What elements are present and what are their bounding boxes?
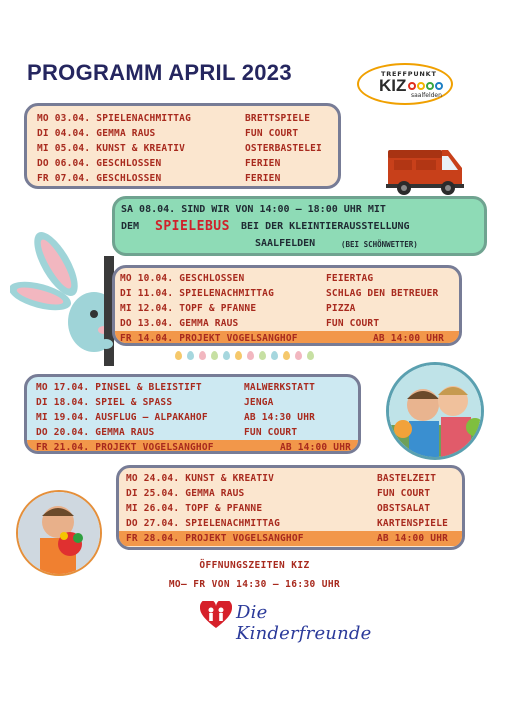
row-activity: GEMMA RAUS (185, 488, 245, 499)
row-day-activity (37, 143, 185, 154)
row-activity: GESCHLOSSEN (96, 158, 162, 169)
spielebus-line2: BEI DER KLEINTIERAUSSTELLUNG (241, 221, 410, 232)
kinderfreunde-logo (198, 600, 408, 644)
row-day-activity (126, 503, 262, 514)
row-activity: KUNST & KREATIV (185, 473, 275, 484)
row-day: FR 21.04. (36, 442, 90, 453)
row-day-activity (37, 128, 155, 139)
row-day: DO 06.04. (37, 158, 91, 169)
row-activity: GESCHLOSSEN (179, 273, 245, 284)
row-day-activity (36, 382, 202, 393)
schedule-row (119, 531, 462, 546)
schedule-row (27, 410, 358, 425)
row-day-activity (37, 113, 191, 124)
row-note: SCHLAG DEN BETREUER (326, 288, 439, 299)
schedule-row (27, 111, 338, 126)
row-activity: KUNST & KREATIV (96, 143, 186, 154)
schedule-row (27, 380, 358, 395)
row-day: MO 17.04. (36, 382, 90, 393)
schedule-row (27, 156, 338, 171)
spielebus-dem: DEM (121, 221, 140, 232)
row-note: JENGA (244, 397, 274, 408)
bunny-icon (10, 226, 118, 366)
row-activity: GEMMA RAUS (179, 318, 239, 329)
schedule-row (115, 331, 459, 346)
row-note: AB 14:30 UHR (244, 412, 316, 423)
row-activity: GEMMA RAUS (95, 427, 155, 438)
row-note: AB 14:00 UHR (377, 533, 449, 544)
spielebus-weather: (BEI SCHÖNWETTER) (341, 240, 418, 249)
row-note: FUN COURT (377, 488, 431, 499)
row-day: MI 19.04. (36, 412, 90, 423)
row-day-activity (36, 412, 208, 423)
row-activity: TOPF & PFANNE (179, 303, 257, 314)
row-day: MO 03.04. (37, 113, 91, 124)
logo-circles-icon (408, 82, 443, 90)
row-day-activity (120, 273, 244, 284)
row-day-activity (36, 427, 154, 438)
easter-eggs-garland (175, 351, 314, 360)
row-note: BASTELZEIT (377, 473, 437, 484)
row-note: BRETTSPIELE (245, 113, 311, 124)
row-day: DO 27.04. (126, 518, 180, 529)
row-day-activity (126, 473, 274, 484)
week3-box (24, 374, 361, 454)
row-day: DO 20.04. (36, 427, 90, 438)
row-activity: AUSFLUG – ALPAKAHOF (95, 412, 208, 423)
schedule-row (119, 486, 462, 501)
schedule-row (119, 471, 462, 486)
schedule-row (119, 516, 462, 531)
row-activity: SPIELENACHMITTAG (179, 288, 274, 299)
row-note: AB 14:00 UHR (373, 333, 445, 344)
opening-hours-times: MO– FR VON 14:30 – 16:30 UHR (168, 579, 341, 590)
row-day: FR 28.04. (126, 533, 180, 544)
week1-box (24, 103, 341, 189)
row-activity: TOPF & PFANNE (185, 503, 263, 514)
schedule-row (119, 501, 462, 516)
kids-photo (386, 362, 484, 460)
schedule-row (27, 425, 358, 440)
row-activity: PROJEKT VOGELSANGHOF (95, 442, 214, 453)
row-note: FEIERTAG (326, 273, 374, 284)
row-activity: PINSEL & BLEISTIFT (95, 382, 202, 393)
row-day-activity (120, 288, 274, 299)
row-activity: SPIELENACHMITTAG (96, 113, 191, 124)
row-day-activity (37, 173, 161, 184)
schedule-row (115, 271, 459, 286)
row-note: FERIEN (245, 158, 281, 169)
schedule-row (115, 301, 459, 316)
row-note: MALWERKSTATT (244, 382, 316, 393)
row-day: DI 04.04. (37, 128, 91, 139)
schedule-row (115, 286, 459, 301)
row-day-activity (126, 518, 280, 529)
row-note: AB 14:00 UHR (280, 442, 352, 453)
kiz-logo (357, 63, 453, 105)
schedule-row (27, 141, 338, 156)
schedule-row (27, 395, 358, 410)
logo-line3: saalfelden (411, 92, 442, 99)
row-activity: SPIEL & SPASS (95, 397, 173, 408)
logo-line1: TREFFPUNKT (381, 70, 437, 78)
row-activity: PROJEKT VOGELSANGHOF (179, 333, 298, 344)
row-day: DI 11.04. (120, 288, 174, 299)
row-note: FERIEN (245, 173, 281, 184)
kinderfreunde-heart-icon (200, 601, 232, 629)
row-day-activity (37, 158, 161, 169)
schedule-row (27, 171, 338, 186)
row-day: DO 13.04. (120, 318, 174, 329)
row-day: FR 14.04. (120, 333, 174, 344)
week2-box (112, 265, 462, 346)
opening-hours-heading: ÖFFNUNGSZEITEN KIZ (199, 560, 310, 571)
row-day: FR 07.04. (37, 173, 91, 184)
row-day-activity (120, 303, 256, 314)
row-note: FUN COURT (326, 318, 380, 329)
spielebus-line3: SAALFELDEN (255, 238, 316, 249)
van-icon (382, 144, 466, 198)
spielebus-name: SPIELEBUS (155, 219, 230, 234)
row-day: MO 24.04. (126, 473, 180, 484)
kinderfreunde-text: Die Kinderfreunde (236, 602, 372, 644)
row-activity: PROJEKT VOGELSANGHOF (185, 533, 304, 544)
schedule-row (27, 440, 358, 454)
row-day-activity (126, 488, 244, 499)
row-day: MI 12.04. (120, 303, 174, 314)
row-day: DI 25.04. (126, 488, 180, 499)
row-note: OSTERBASTELEI (245, 143, 322, 154)
spielebus-line1: SA 08.04. SIND WIR VON 14:00 – 18:00 UHR MIT (121, 204, 386, 215)
row-note: OBSTSALAT (377, 503, 431, 514)
logo-line2: KIZ (379, 76, 407, 95)
row-day-activity (36, 442, 214, 453)
row-activity: GEMMA RAUS (96, 128, 156, 139)
row-activity: SPIELENACHMITTAG (185, 518, 280, 529)
row-day-activity (36, 397, 172, 408)
schedule-row (115, 316, 459, 331)
spielebus-box (112, 196, 487, 256)
week4-box (116, 465, 465, 550)
row-day: MO 10.04. (120, 273, 174, 284)
row-note: KARTENSPIELE (377, 518, 449, 529)
row-note: FUN COURT (245, 128, 299, 139)
row-day: MI 26.04. (126, 503, 180, 514)
row-day-activity (126, 533, 304, 544)
page-title: PROGRAMM APRIL 2023 (27, 60, 292, 85)
row-day: DI 18.04. (36, 397, 90, 408)
row-day: MI 05.04. (37, 143, 91, 154)
row-note: PIZZA (326, 303, 356, 314)
row-activity: GESCHLOSSEN (96, 173, 162, 184)
row-day-activity (120, 318, 238, 329)
schedule-row (27, 126, 338, 141)
row-day-activity (120, 333, 298, 344)
row-note: FUN COURT (244, 427, 298, 438)
